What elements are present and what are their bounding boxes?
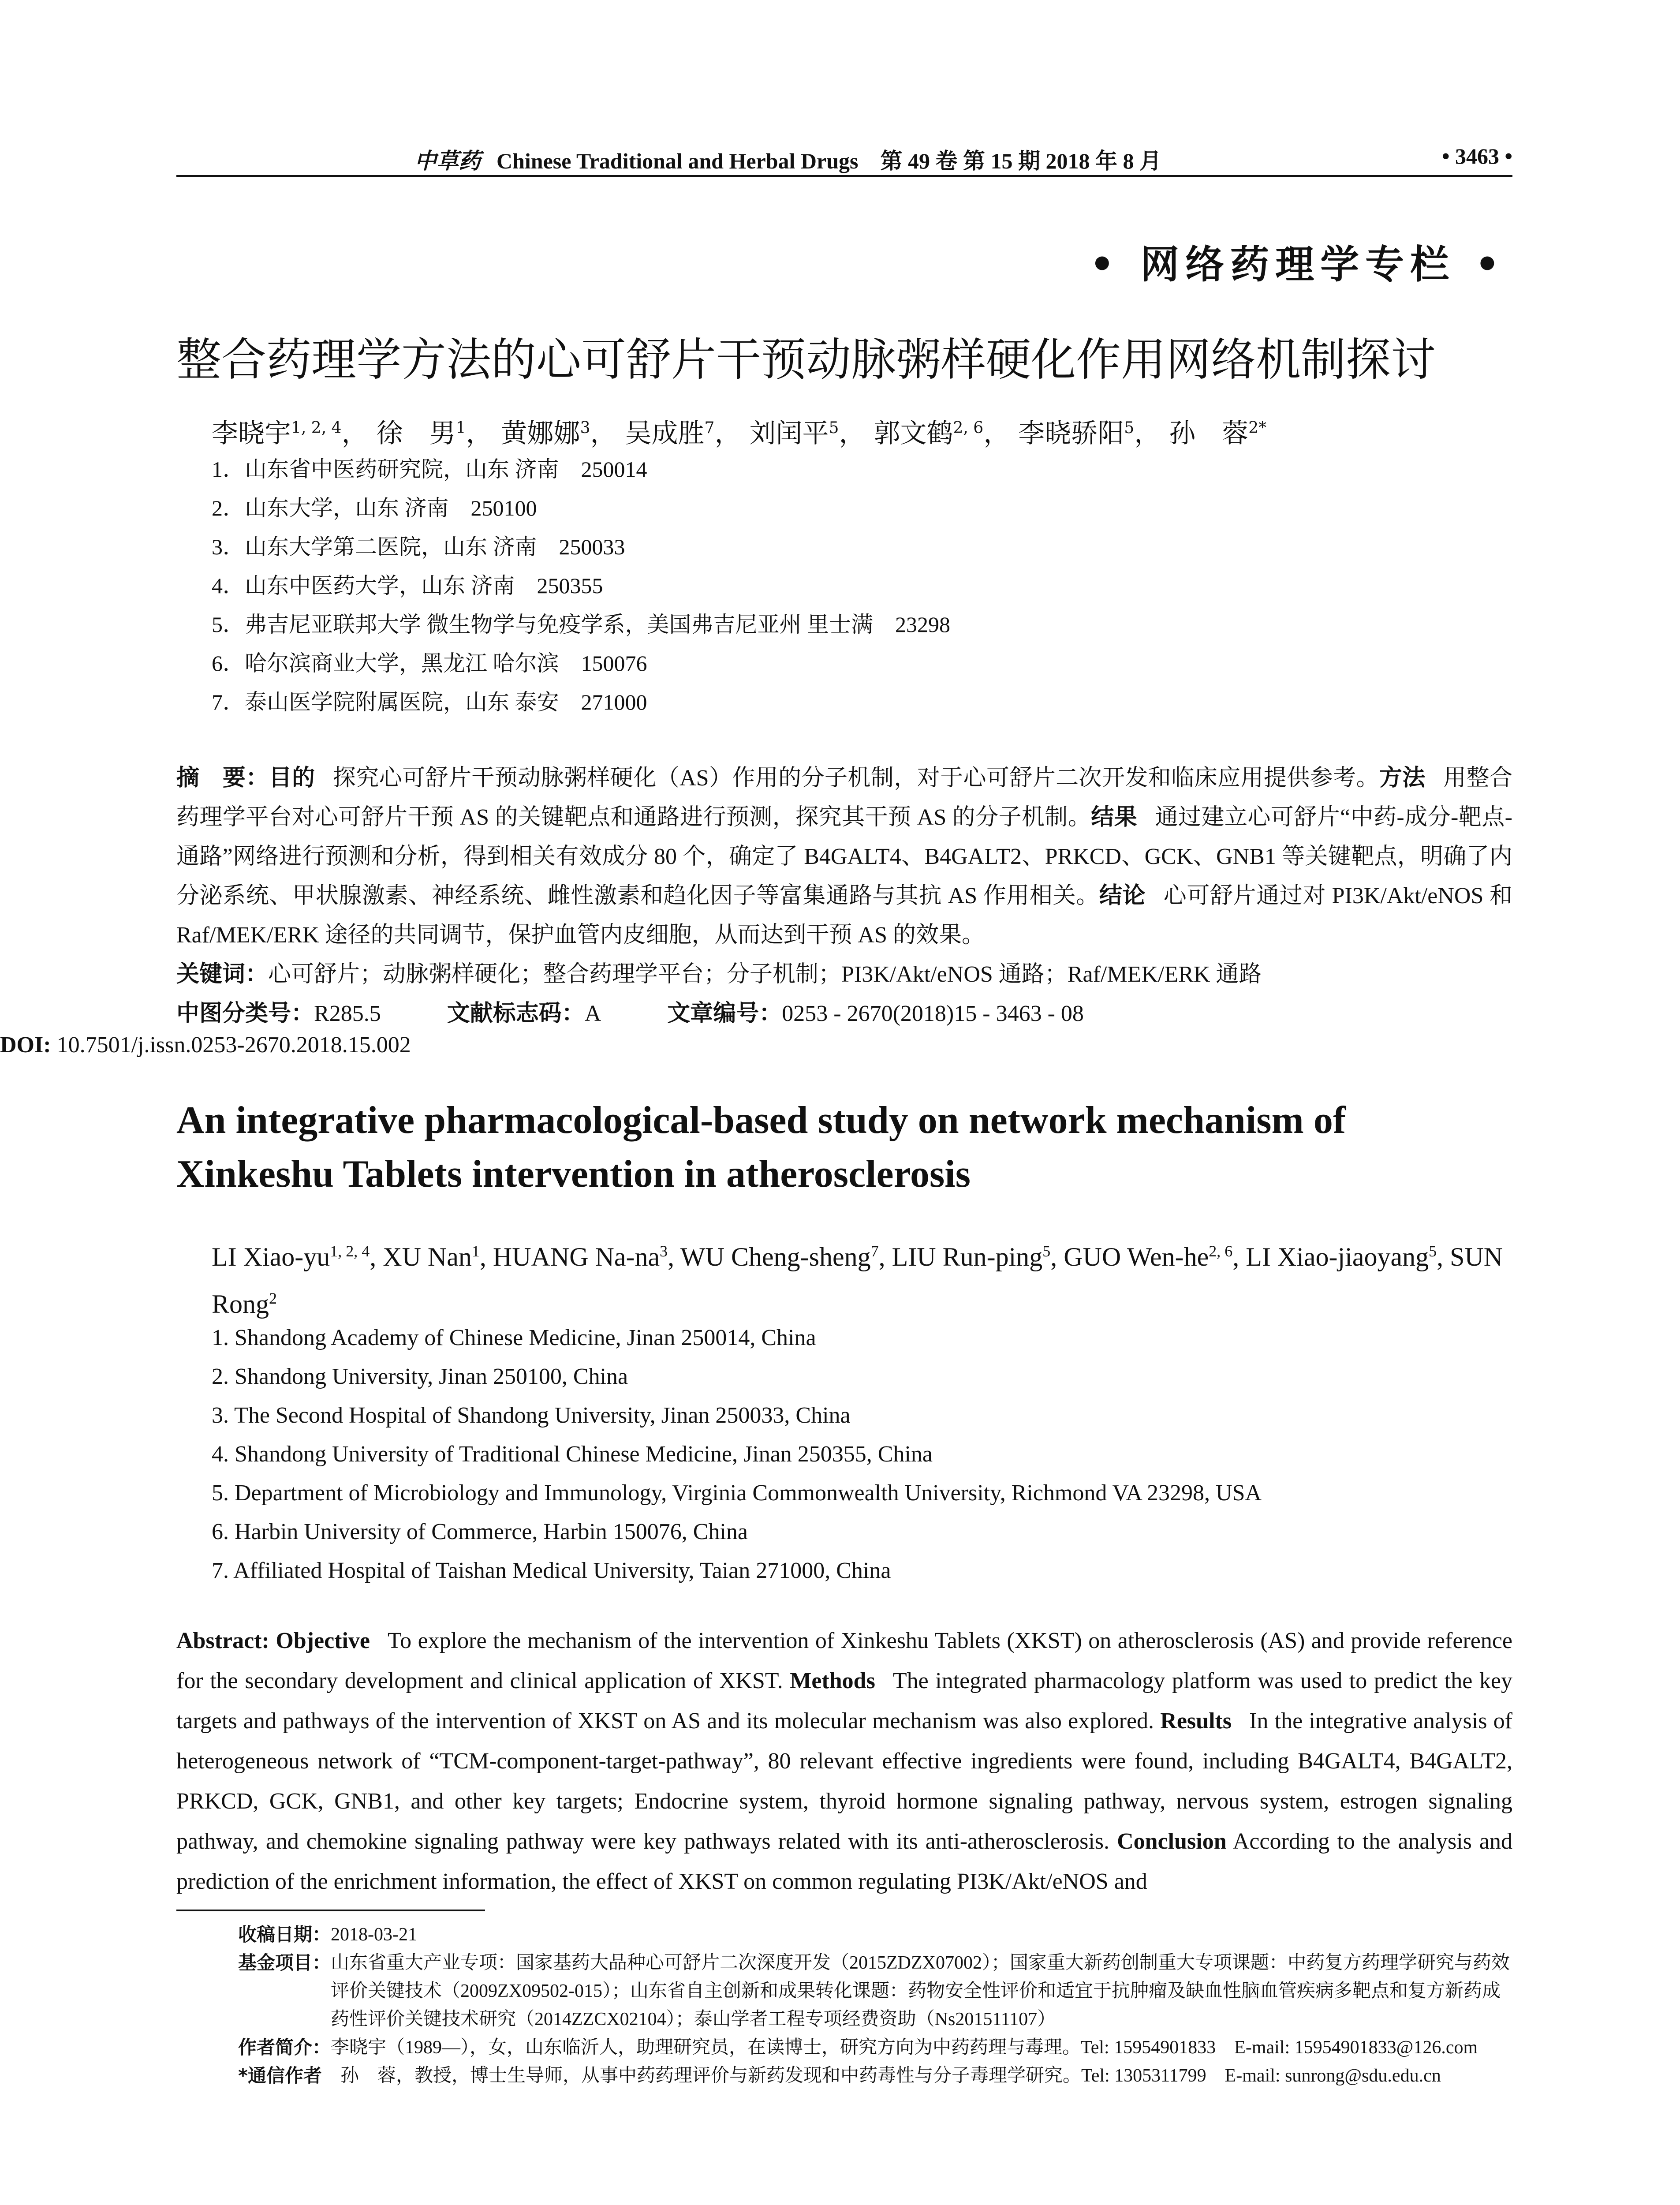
en-affiliation: 4. Shandong University of Traditional Chinese Medicine, Jinan 250355, China: [212, 1442, 933, 1467]
cn-author: 李晓骄阳$^5$: [1018, 418, 1135, 449]
doi-value: 10.7501/j.issn.0253-2670.2018.15.002: [56, 1032, 411, 1058]
cn-author: 徐 男$^1$: [376, 418, 466, 449]
en-results-text: In the integrative analysis of heterogeneous network of “TCM-component-target-pathway”, 80 relevant effective ingredients were found, including B4GALT4, B4GALT2, PRKCD, GCK, GNB1, and other key targets; Endocrine system, thyroid hormone signaling pathway, nervous system, estrogen signaling pathway, and chemokine signaling pathway were key pathways related with its anti-atherosclerosis.: [176, 1708, 1512, 1854]
footnote-correspondence: *通信作者 孙 蓉，教授，博士生导师，从事中药药理评价与新药发现和中药毒性与分子毒理学研究。Tel: 1305311799 E-mail: sunrong@sdu.edu.cn: [238, 2065, 1441, 2086]
en-affiliation: 7. Affiliated Hospital of Taishan Medical University, Taian 271000, China: [212, 1558, 891, 1583]
en-abstract-label: Abstract:: [176, 1628, 269, 1653]
cn-affiliation: 2．山东大学，山东 济南 250100: [212, 496, 537, 520]
keywords-row: 关键词：心可舒片；动脉粥样硬化；整合药理学平台；分子机制；PI3K/Akt/eNOS 通路；Raf/MEK/ERK 通路: [176, 961, 1262, 987]
clc-code: R285.5: [314, 1001, 381, 1026]
en-author: WU Cheng-sheng$^7$: [680, 1242, 879, 1271]
en-author: XU Nan$^1$: [383, 1242, 480, 1271]
cn-author: 黄娜娜$^3$: [500, 418, 590, 449]
cn-author: 李晓宇$^{1, 2, 4}$: [212, 418, 342, 449]
cn-abstract: [176, 759, 1512, 955]
cn-conclusion-text: 心可舒片通过对 PI3K/Akt/eNOS 和 Raf/MEK/ERK 途径的共同调节，保护血管内皮细胞，从而达到干预 AS 的效果。: [176, 883, 1512, 948]
doi-line: [0, 1032, 411, 1058]
running-header: [176, 143, 1512, 177]
keywords: 心可舒片；动脉粥样硬化；整合药理学平台；分子机制；PI3K/Akt/eNOS 通路；Raf/MEK/ERK 通路: [268, 962, 1262, 987]
en-conclusion-label: Conclusion: [1117, 1829, 1227, 1854]
cn-results-text: 通过建立心可舒片“中药-成分-靶点-通路”网络进行预测和分析，得到相关有效成分 80 个，确定了 B4GALT4、B4GALT2、PRKCD、GCK、GNB1 等关键靶点，明确了内分泌系统、甲状腺激素、神经系统、雌性激素和趋化因子等富集通路与其抗 AS 作用相关。: [176, 805, 1512, 908]
en-author: SUN Rong$^2$: [212, 1242, 1503, 1319]
journal-cn-name: 中草药: [414, 149, 481, 173]
page-number: • 3463 •: [1441, 144, 1512, 168]
en-methods-text: The integrated pharmacology platform was used to predict the key targets and pathways of the intervention of XKST on AS and its molecular mechanism was also explored.: [176, 1668, 1512, 1734]
cn-metadata: [176, 955, 1512, 1033]
en-affiliation: 6. Harbin University of Commerce, Harbin 150076, China: [212, 1519, 748, 1544]
doc-code: A: [584, 1001, 601, 1026]
footnote-author-bio: 作者简介： 李晓宇（1989—），女，山东临沂人，助理研究员，在读博士，研究方向为中药药理与毒理。Tel: 15954901833 E-mail: 15954901833@126.com: [238, 2037, 1478, 2058]
en-author: LI Xiao-jiaoyang$^5$: [1246, 1242, 1437, 1271]
footnote-divider: [176, 1910, 485, 1911]
en-title: An integrative pharmacological-based study on network mechanism of Xinkeshu Tablets intervention in atherosclerosis: [176, 1099, 1346, 1196]
en-affiliations: [212, 1319, 1262, 1590]
footnote-funding: 基金项目： 山东省重大产业专项：国家基药大品种心可舒片二次深度开发（2015ZDZX07002）；国家重大新药创制重大专项课题：中药复方药理学研究与药效评价关键技术（2009ZX09502-015）；山东省自主创新和成果转化课题：药物安全性评价和适宜于抗肿瘤及缺血性脑血管疾病多靶点和复方新药成药性评价关键技术研究（2014ZZCX02104）；泰山学者工程专项经费资助（Ns201511107）: [238, 1952, 1510, 2029]
en-affiliation: 1. Shandong Academy of Chinese Medicine, Jinan 250014, China: [212, 1325, 816, 1350]
en-author: HUANG $Na-na^3$: [493, 1242, 668, 1271]
footnote-received: 收稿日期： 2018-03-21: [238, 1924, 417, 1945]
en-abstract: [176, 1621, 1512, 1902]
footnotes: [238, 1921, 1512, 2090]
cn-results-label: 结果: [1091, 804, 1138, 830]
cn-author: 吴成胜$^7$: [625, 418, 715, 449]
en-author: GUO Wen-he$^{2, 6}$: [1064, 1242, 1233, 1271]
en-affiliation: 5. Department of Microbiology and Immunology, Virginia Commonwealth University, Richmond VA 23298, USA: [212, 1480, 1262, 1506]
cn-affiliations: [212, 450, 950, 721]
column-tag: • 网络药理学专栏 •: [1090, 241, 1506, 287]
cn-objective-label: 目的: [269, 765, 315, 791]
en-conclusion-text: According to the analysis and prediction of the enrichment information, the effect of XKST on common regulating PI3K/Akt/eNOS and: [176, 1829, 1512, 1894]
journal-en-name: Chinese Traditional and Herbal Drugs: [497, 149, 859, 173]
cn-author: 刘闰平$^5$: [749, 418, 839, 449]
cn-affiliation: 6．哈尔滨商业大学，黑龙江 哈尔滨 150076: [212, 651, 647, 676]
cn-title: 整合药理学方法的心可舒片干预动脉粥样硬化作用网络机制探讨: [176, 334, 1436, 386]
en-author: LI Xiao-yu$^{1, 2, 4}$: [212, 1242, 370, 1271]
journal-line: [414, 143, 1161, 175]
cn-methods-text: 用整合药理学平台对心可舒片干预 AS 的关键靶点和通路进行预测，探究其干预 AS 的分子机制。: [176, 766, 1512, 830]
cn-affiliation: 4．山东中医药大学，山东 济南 250355: [212, 573, 603, 598]
en-author: LIU Run-ping$^5$: [892, 1242, 1051, 1271]
en-results-label: Results: [1160, 1708, 1232, 1734]
cn-methods-label: 方法: [1379, 765, 1426, 791]
article-number: 0253 - 2670(2018)15 - 3463 - 08: [782, 1001, 1084, 1026]
cn-affiliation: 5．弗吉尼亚联邦大学 微生物学与免疫学系，美国弗吉尼亚州 里士满 23298: [212, 612, 950, 637]
en-author-list: LI Xiao-yu$^{1, 2, 4}$, XU Nan$^1$, HUANG $Na-na^3$, WU Cheng-sheng$^7$, LIU Run-ping$^5$, GUO Wen-he$^{2, 6}$, LI Xiao-jiaoyang$^5$, SUN Rong$^2$: [212, 1242, 1503, 1319]
issue-info: 第 49 卷 第 15 期 2018 年 8 月: [880, 149, 1161, 173]
en-objective-text: To explore the mechanism of the intervention of Xinkeshu Tablets (XKST) on atherosclerosis (AS) and provide reference for the secondary development and clinical application of XKST.: [176, 1628, 1513, 1693]
en-objective-label: Objective: [276, 1628, 370, 1653]
doi-label: DOI:: [0, 1032, 51, 1058]
en-affiliation: 3. The Second Hospital of Shandong University, Jinan 250033, China: [212, 1403, 851, 1428]
cn-abstract-label: 摘 要：: [176, 765, 269, 791]
cn-author: 孙 蓉$^{2*}$: [1169, 418, 1267, 449]
cn-author-list: 李晓宇$^{1, 2, 4}$， 徐 男$^1$， 黄娜娜$^3$， 吴成胜$^7$， 刘闰平$^5$， 郭文鹤$^{2, 6}$， 李晓骄阳$^5$， 孙 蓉$^{2*}$: [212, 418, 1267, 449]
classification-row: 中图分类号：R285.5 文献标志码：A 文章编号：0253 - 2670(2018)15 - 3463 - 08: [176, 1000, 1084, 1027]
en-affiliation: 2. Shandong University, Jinan 250100, China: [212, 1364, 628, 1389]
cn-affiliation: 7．泰山医学院附属医院，山东 泰安 271000: [212, 690, 647, 714]
cn-affiliation: 3．山东大学第二医院，山东 济南 250033: [212, 534, 625, 559]
cn-conclusion-label: 结论: [1099, 882, 1146, 909]
cn-author: 郭文鹤$^{2, 6}$: [874, 418, 984, 449]
en-methods-label: Methods: [790, 1668, 875, 1693]
cn-affiliation: 1．山东省中医药研究院，山东 济南 250014: [212, 457, 647, 482]
cn-objective-text: 探究心可舒片干预动脉粥样硬化（AS）作用的分子机制，对于心可舒片二次开发和临床应用提供参考。: [332, 766, 1379, 791]
